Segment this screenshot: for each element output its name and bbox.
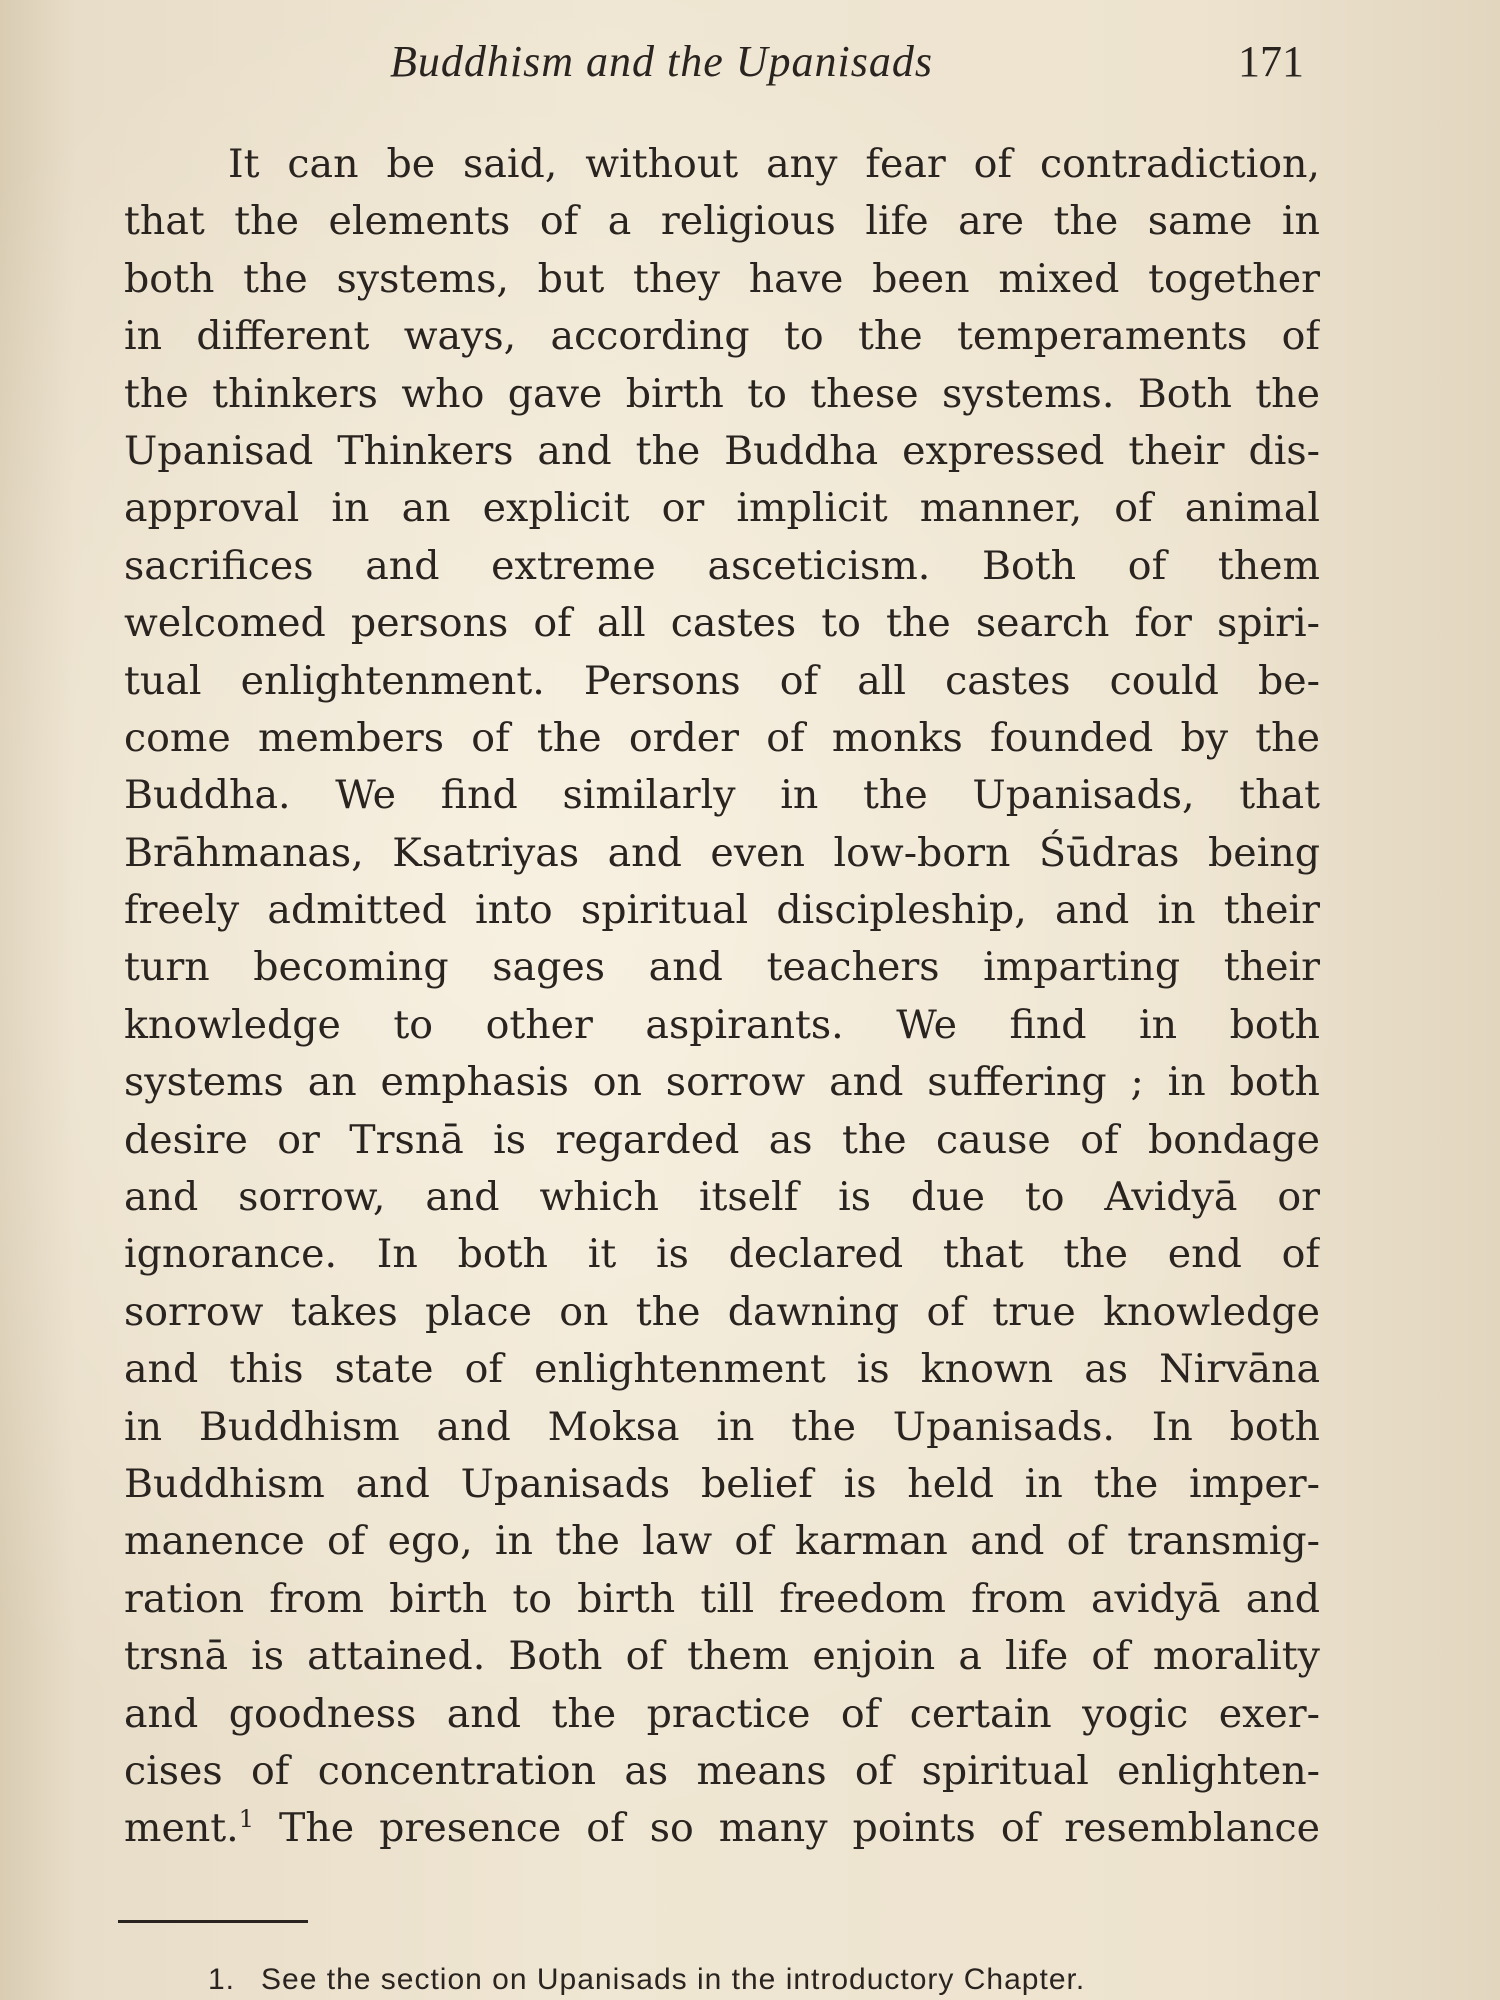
footnote-marker[interactable]: 1 [238,1805,254,1834]
text-line: come members of the order of monks founded by the [124,714,1320,761]
text-line: and sorrow, and which itself is due to Avidyā or [124,1174,1320,1221]
text-line: welcomed persons of all castes to the search for spiri- [124,600,1320,647]
text-line: systems an emphasis on sorrow and suffering ; in both [124,1059,1320,1106]
text-line: Brāhmanas, Ksatriyas and even low-born Śūdras being [124,829,1320,876]
text-line: both the systems, but they have been mixed together [124,255,1320,302]
text-line: freely admitted into spiritual discipleship, and in their [124,887,1320,934]
text-line: knowledge to other aspirants. We find in both [124,1001,1320,1048]
text-line: that the elements of a religious life are the same in [124,198,1320,245]
text-line: and this state of enlightenment is known as Nirvāna [124,1346,1320,1393]
text-line: Upanisad Thinkers and the Buddha expressed their dis- [124,427,1320,474]
text-line: trsnā is attained. Both of them enjoin a life of morality [124,1633,1320,1680]
text-line: tual enlightenment. Persons of all castes could be- [124,657,1320,704]
text-line: sorrow takes place on the dawning of true knowledge [124,1288,1320,1335]
running-title: Buddhism and the Upanisads [390,37,933,86]
footnote-number: 1. [208,1963,236,1996]
text-line: Buddhism and Upanisads belief is held in the imper- [124,1460,1320,1507]
footnote-text: See the section on Upanisads in the introductory Chapter. [261,1963,1086,1996]
text-line: manence of ego, in the law of karman and of transmig- [124,1518,1320,1565]
text-line: in Buddhism and Moksa in the Upanisads. In both [124,1403,1320,1450]
footnote-divider [118,1920,308,1923]
text-line: the thinkers who gave birth to these systems. Both the [124,370,1320,417]
text-line: ration from birth to birth till freedom from avidyā and [124,1575,1320,1622]
last-line-end: The presence of so many points of resemblance [279,1805,1320,1852]
text-line: turn becoming sages and teachers imparting their [124,944,1320,991]
text-line: in different ways, according to the temperaments of [124,313,1320,360]
last-line-start: ment. [124,1805,239,1852]
text-line-last [124,1800,1320,1857]
text-line: It can be said, without any fear of contradiction, [228,141,1320,187]
text-line: approval in an explicit or implicit manner, of animal [124,485,1320,532]
text-line: Buddha. We find similarly in the Upanisads, that [124,772,1320,819]
text-line: desire or Trsnā is regarded as the cause of bondage [124,1116,1320,1163]
body-paragraph [124,136,1320,1858]
running-header [0,30,1500,100]
footnote [208,1960,1085,2000]
text-line: and goodness and the practice of certain yogic exer- [124,1690,1320,1737]
text-line: ignorance. In both it is declared that the end of [124,1231,1320,1278]
text-line: sacrifices and extreme asceticism. Both of them [124,542,1320,589]
text-line: cises of concentration as means of spiritual enlighten- [124,1747,1320,1794]
page-number: 171 [1238,37,1304,86]
